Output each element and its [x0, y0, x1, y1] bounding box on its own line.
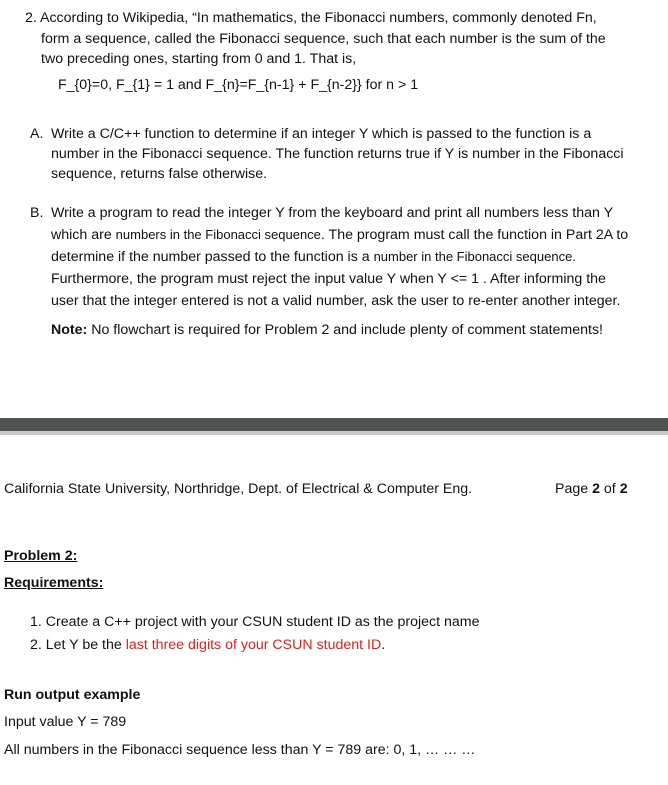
run-output-result: All numbers in the Fibonacci sequence less than Y = 789 are: 0, 1, … … …: [4, 742, 476, 758]
part-b-line-5: user that the integer entered is not a valid number, ask the user to re-enter another integer.: [51, 293, 621, 309]
run-output-title: Run output example: [4, 687, 141, 703]
part-a-line-3: sequence, returns false otherwise.: [51, 166, 268, 182]
problem-heading: Problem 2:: [4, 548, 78, 564]
institution-footer: California State University, Northridge, Dept. of Electrical & Computer Eng.: [4, 481, 473, 497]
note: [51, 322, 603, 338]
question-line-2: form a sequence, called the Fibonacci sequence, such that each number is the sum of the: [41, 30, 606, 47]
page-number: Page 2 of 2: [555, 481, 628, 497]
requirement-item-1: 1. Create a C++ project with your CSUN student ID as the project name: [30, 614, 480, 630]
part-b-line-3: determine if the number passed to the function is a number in the Fibonacci sequence.: [51, 249, 576, 265]
question-line-3: two preceding ones, starting from 0 and 1. That is,: [41, 51, 357, 67]
question-line-1: 2. According to Wikipedia, “In mathematics, the Fibonacci numbers, commonly denoted Fn,: [25, 10, 597, 26]
page-divider-shadow: [0, 431, 668, 435]
part-b-line-1: B. Write a program to read the integer Y from the keyboard and print all numbers less than Y: [30, 202, 628, 224]
part-b-label: B.: [30, 205, 44, 221]
page-divider: [0, 418, 668, 431]
part-a-label: A.: [30, 126, 44, 142]
fibonacci-formula: F_{0}=0, F_{1} = 1 and F_{n}=F_{n-1} + F_{n-2}} for n > 1: [58, 77, 419, 93]
part-a-line-2: number in the Fibonacci sequence. The function returns true if Y is number in the Fibonacci: [51, 146, 624, 162]
requirements-heading: Requirements:: [4, 575, 104, 591]
part-b-line-2: which are numbers in the Fibonacci sequence. The program must call the function in Part 2A to: [51, 227, 629, 243]
note-label: Note:: [51, 322, 88, 338]
student-id-highlight: last three digits of your CSUN student ID: [125, 637, 382, 653]
question-intro: [25, 10, 606, 72]
part-a-line-1: A. Write a C/C++ function to determine if an integer Y which is passed to the function is a: [30, 126, 592, 142]
requirement-item-2: 2. Let Y be the last three digits of your CSUN student ID.: [30, 637, 386, 653]
part-b: [30, 202, 628, 312]
run-output-input: Input value Y = 789: [4, 714, 127, 730]
part-a: [30, 126, 624, 186]
note-text: No flowchart is required for Problem 2 and include plenty of comment statements!: [87, 322, 603, 338]
part-b-line-4: Furthermore, the program must reject the input value Y when Y <= 1 . After informing the: [51, 271, 606, 287]
